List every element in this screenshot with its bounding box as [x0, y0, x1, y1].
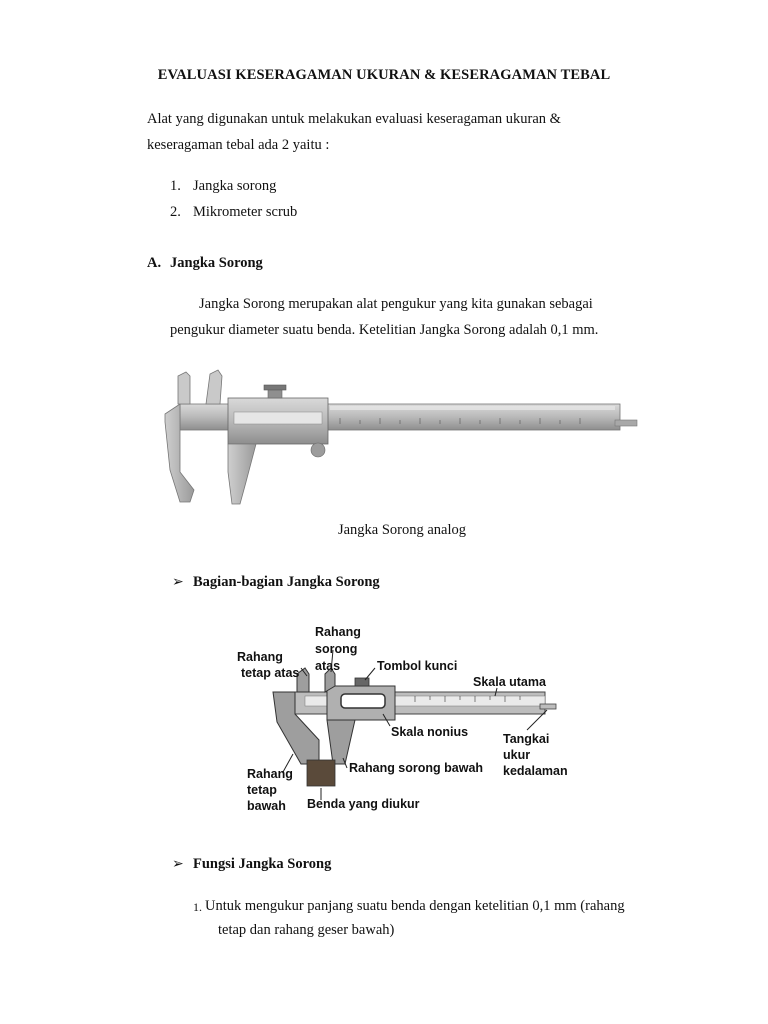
label-rahang-tetap-bawah-3: bawah	[247, 799, 286, 813]
page-title: EVALUASI KESERAGAMAN UKURAN & KESERAGAMAN TEBAL	[157, 67, 611, 83]
caliper-photo	[160, 362, 640, 514]
tool-1-text: Jangka sorong	[193, 178, 277, 194]
label-tangkai-3: kedalaman	[503, 764, 568, 778]
fungsi-heading: Fungsi Jangka Sorong	[193, 856, 332, 872]
label-rahang-tetap-bawah-1: Rahang	[247, 767, 293, 781]
label-benda-diukur: Benda yang diukur	[307, 797, 420, 811]
label-rahang-sorong-bawah: Rahang sorong bawah	[349, 761, 484, 775]
label-rahang-tetap-atas-1: Rahang	[237, 650, 283, 664]
label-tangkai-1: Tangkai	[503, 732, 550, 746]
label-skala-nonius: Skala nonius	[391, 725, 469, 739]
label-rahang-sorong-atas-3: atas	[315, 659, 341, 673]
label-rahang-sorong-atas-2: sorong	[315, 642, 358, 656]
bullet-arrow-icon: ➢	[172, 575, 184, 590]
bullet-arrow-icon-2: ➢	[172, 857, 184, 872]
section-a-heading: Jangka Sorong	[170, 255, 263, 271]
section-a-label: A.	[147, 255, 162, 271]
tool-2-number: 2.	[170, 204, 181, 220]
label-rahang-sorong-atas-1: Rahang	[315, 625, 361, 639]
section-a-para-line-2: pengukur diameter suatu benda. Ketelitian Jangka Sorong adalah 0,1 mm.	[170, 322, 599, 338]
label-tangkai-2: ukur	[503, 748, 531, 762]
tool-2-text: Mikrometer scrub	[193, 204, 298, 220]
intro-line-1: Alat yang digunakan untuk melakukan evaluasi keseragaman ukuran &	[147, 111, 561, 127]
caliper-parts-diagram	[235, 622, 575, 822]
caliper-caption: Jangka Sorong analog	[337, 522, 467, 538]
intro-line-2: keseragaman tebal ada 2 yaitu :	[147, 137, 330, 153]
fungsi-item-1-line-2: tetap dan rahang geser bawah)	[218, 922, 395, 938]
fungsi-item-1-number: 1.	[193, 900, 202, 914]
label-tombol-kunci: Tombol kunci	[377, 659, 458, 673]
section-a-para-line-1: Jangka Sorong merupakan alat pengukur yang kita gunakan sebagai	[199, 296, 593, 312]
tool-1-number: 1.	[170, 178, 181, 194]
label-rahang-tetap-bawah-2: tetap	[247, 783, 277, 797]
bagian-heading: Bagian-bagian Jangka Sorong	[193, 574, 380, 590]
fungsi-item-1-line-1: Untuk mengukur panjang suatu benda dengan ketelitian 0,1 mm (rahang	[205, 898, 625, 914]
label-rahang-tetap-atas-2: tetap atas	[241, 666, 300, 680]
label-skala-utama: Skala utama	[473, 675, 546, 689]
